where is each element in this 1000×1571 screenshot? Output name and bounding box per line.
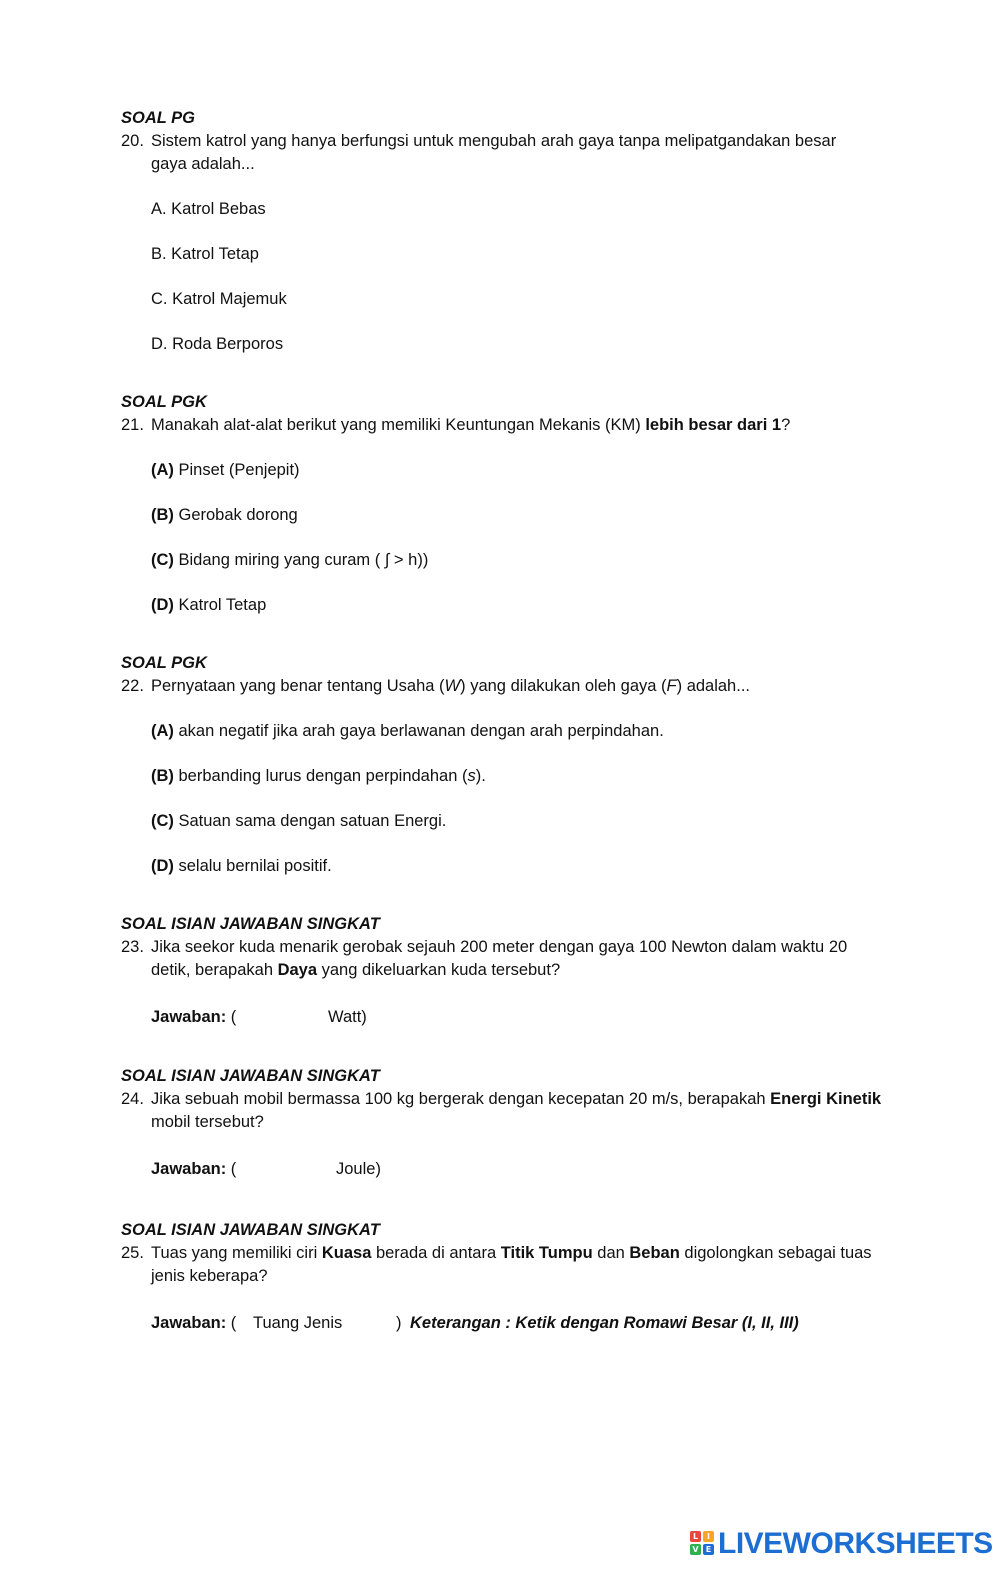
option-21-a[interactable]: (A) Pinset (Penjepit)	[151, 461, 300, 479]
question-text-21: Manakah alat-alat berikut yang memiliki Keuntungan Mekanis (KM) lebih besar dari 1?	[151, 416, 791, 434]
question-number-24: 24.	[121, 1090, 144, 1108]
logo-letter: E	[703, 1544, 714, 1555]
question-text-23-line1: Jika seekor kuda menarik gerobak sejauh 200 meter dengan gaya 100 Newton dalam waktu 20	[151, 938, 848, 956]
question-number-25: 25.	[121, 1244, 144, 1262]
section-title-q23: SOAL ISIAN JAWABAN SINGKAT	[121, 915, 380, 933]
question-number-21: 21.	[121, 416, 144, 434]
logo-letter: V	[690, 1544, 701, 1555]
option-22-d[interactable]: (D) selalu bernilai positif.	[151, 857, 332, 875]
option-20-d[interactable]: D. Roda Berporos	[151, 335, 284, 353]
question-number-22: 22.	[121, 677, 144, 695]
question-text-24-line2: mobil tersebut?	[151, 1113, 264, 1131]
answer-label-25: Jawaban: (	[151, 1314, 237, 1332]
answer-note-25: Keterangan : Ketik dengan Romawi Besar (I, II, III)	[410, 1314, 799, 1332]
option-22-c[interactable]: (C) Satuan sama dengan satuan Energi.	[151, 812, 447, 830]
logo-text: LIVEWORKSHEETS	[718, 1526, 993, 1560]
section-title-q21: SOAL PGK	[121, 393, 207, 411]
answer-label-24: Jawaban: (	[151, 1160, 237, 1178]
logo-letter: L	[690, 1531, 701, 1542]
liveworksheets-logo	[690, 1526, 993, 1560]
section-title-q24: SOAL ISIAN JAWABAN SINGKAT	[121, 1067, 380, 1085]
answer-close-25: )	[396, 1314, 402, 1332]
option-22-b[interactable]: (B) berbanding lurus dengan perpindahan (s).	[151, 767, 486, 785]
answer-input-23[interactable]	[238, 1006, 322, 1029]
option-22-a[interactable]: (A) akan negatif jika arah gaya berlawanan dengan arah perpindahan.	[151, 722, 664, 740]
question-text-24-line1: Jika sebuah mobil bermassa 100 kg bergerak dengan kecepatan 20 m/s, berapakah Energi Kinetik	[151, 1090, 882, 1108]
option-20-b[interactable]: B. Katrol Tetap	[151, 245, 259, 263]
logo-mark-icon	[690, 1531, 714, 1555]
answer-unit-24: Joule)	[336, 1160, 381, 1178]
option-21-d[interactable]: (D) Katrol Tetap	[151, 596, 267, 614]
section-title-q20: SOAL PG	[121, 109, 195, 127]
question-text-25-line2: jenis keberapa?	[151, 1267, 268, 1285]
option-20-a[interactable]: A. Katrol Bebas	[151, 200, 266, 218]
option-21-b[interactable]: (B) Gerobak dorong	[151, 506, 298, 524]
question-text-25-line1: Tuas yang memiliki ciri Kuasa berada di antara Titik Tumpu dan Beban digolongkan sebagai tuas	[151, 1244, 872, 1262]
answer-input-25[interactable]: Tuang Jenis	[253, 1314, 343, 1332]
answer-label-23: Jawaban: (	[151, 1008, 237, 1026]
question-text-20-line2: gaya adalah...	[151, 155, 255, 173]
section-title-q22: SOAL PGK	[121, 654, 207, 672]
question-text-23-line2: detik, berapakah Daya yang dikeluarkan kuda tersebut?	[151, 961, 561, 979]
question-number-20: 20.	[121, 132, 144, 150]
question-text-20-line1: Sistem katrol yang hanya berfungsi untuk mengubah arah gaya tanpa melipatgandakan besar	[151, 132, 837, 150]
answer-input-24[interactable]	[238, 1158, 330, 1181]
question-text-22: Pernyataan yang benar tentang Usaha (W) yang dilakukan oleh gaya (F) adalah...	[151, 677, 750, 695]
question-number-23: 23.	[121, 938, 144, 956]
logo-letter: I	[703, 1531, 714, 1542]
answer-unit-23: Watt)	[328, 1008, 367, 1026]
option-21-c[interactable]: (C) Bidang miring yang curam ( ∫ > h))	[151, 551, 429, 569]
section-title-q25: SOAL ISIAN JAWABAN SINGKAT	[121, 1221, 380, 1239]
option-20-c[interactable]: C. Katrol Majemuk	[151, 290, 287, 308]
